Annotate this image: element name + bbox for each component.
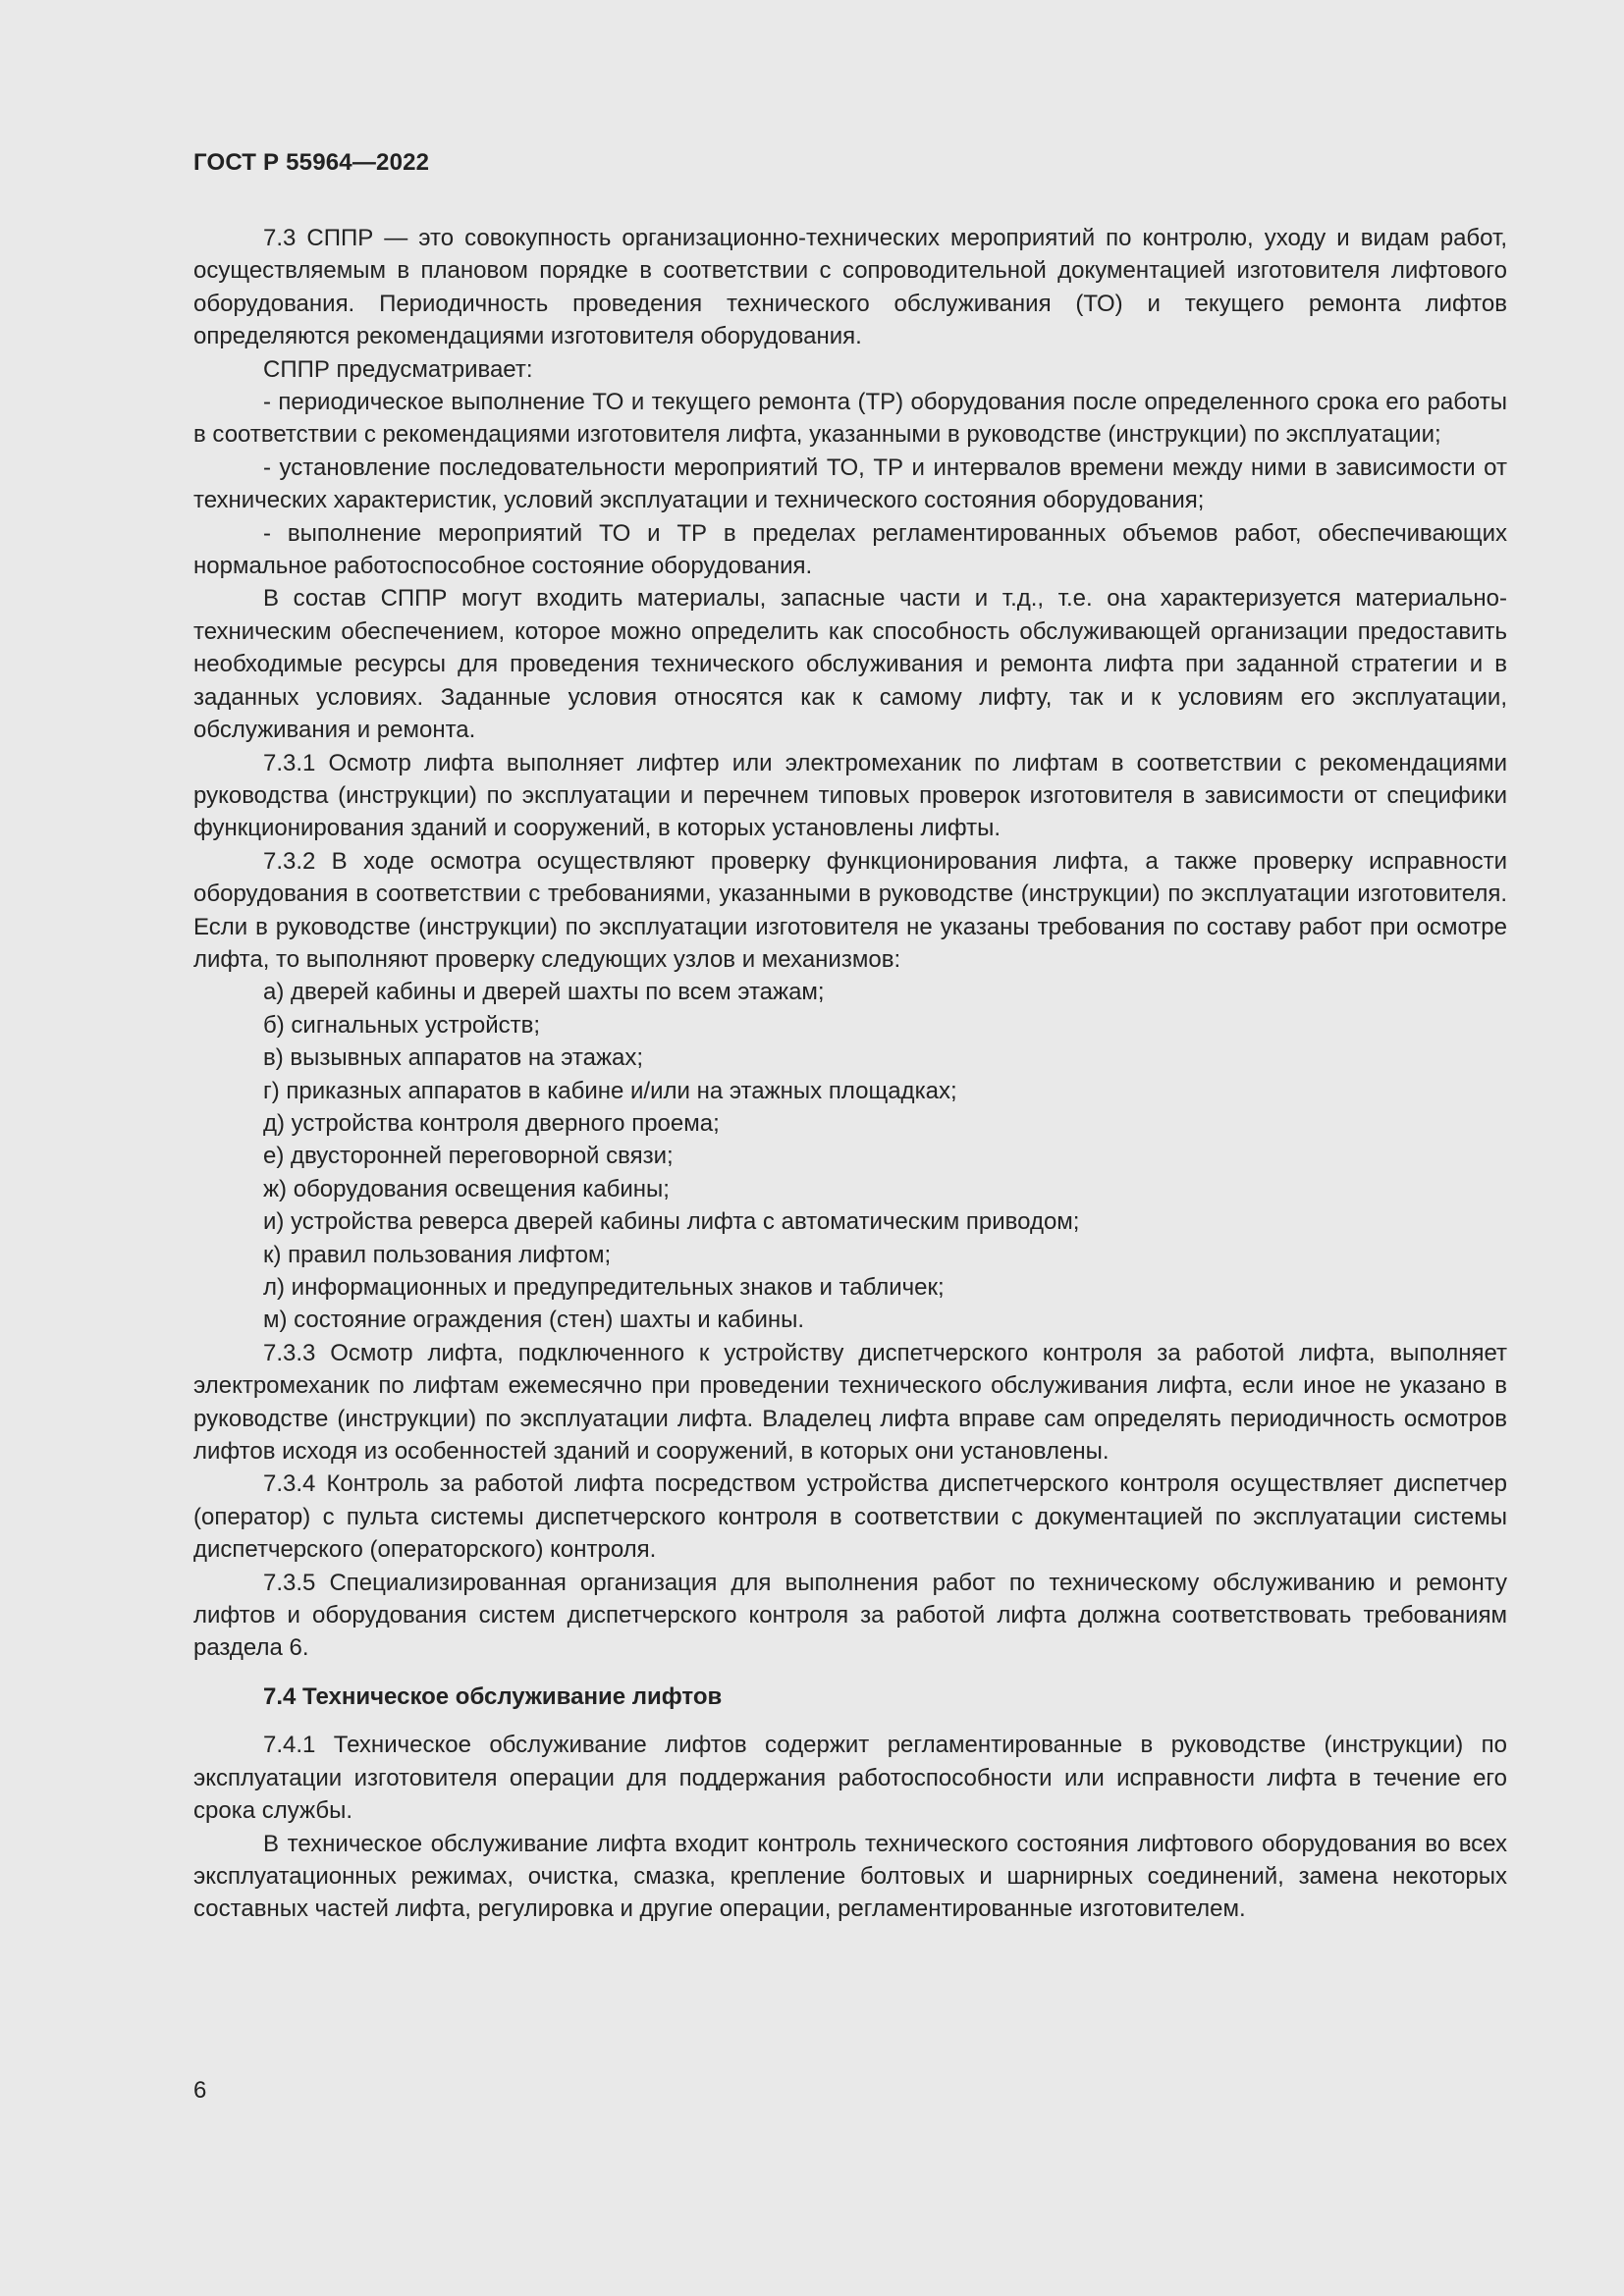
list-item: д) устройства контроля дверного проема; — [263, 1109, 720, 1137]
paragraph-7-3-3: 7.3.3 Осмотр лифта, подключенного к устройству диспетчерского контроля за работой лифта, выполняет электромеханик по лифтам ежемесячно при проведении технического обслуживания лифта, если иное не указано в руководстве (инструкции) по эксплуатации лифта. Владелец лифта вправе сам определять периодичность осмотров лифтов исходя из особенностей зданий и сооружений, в которых они установлены. — [193, 1339, 1507, 1466]
paragraph-7-3-4: 7.3.4 Контроль за работой лифта посредством устройства диспетчерского контроля осуществляет диспетчер (оператор) с пульта системы диспетчерского контроля в соответствии с документацией по эксплуатации системы диспетчерского (операторского) контроля. — [193, 1470, 1507, 1564]
list-item: в) вызывных аппаратов на этажах; — [263, 1044, 644, 1072]
document-body — [193, 222, 1507, 1926]
paragraph-7-3-2: 7.3.2 В ходе осмотра осуществляют проверку функционирования лифта, а также проверку исправности оборудования в соответствии с требованиями, указанными в руководстве (инструкции) по эксплуатации изготовителя. Если в руководстве (инструкции) по эксплуатации изготовителя не указаны требования по составу работ при осмотре лифта, то выполняют проверку следующих узлов и механизмов: — [193, 847, 1507, 973]
paragraph-sppr-composition: В состав СППР могут входить материалы, запасные части и т.д., т.е. она характеризуется материально-техническим обеспечением, которое можно определить как способность обслуживающей организации предоставить необходимые ресурсы для проведения технического обслуживания и ремонта лифта при заданной стратегии и в заданных условиях. Заданные условия относятся как к самому лифту, так и к условиям его эксплуатации, обслуживания и ремонта. — [193, 585, 1507, 744]
paragraph-7-3-1: 7.3.1 Осмотр лифта выполняет лифтер или электромеханик по лифтам в соответствии с рекомендациями руководства (инструкции) по эксплуатации и перечнем типовых проверок изготовителя в зависимости от специфики функционирования зданий и сооружений, в которых установлены лифты. — [193, 749, 1507, 842]
page-number: 6 — [193, 2077, 207, 2104]
list-item: и) устройства реверса дверей кабины лифта с автоматическим приводом; — [263, 1208, 1080, 1236]
list-item: л) информационных и предупредительных знаков и табличек; — [263, 1274, 945, 1301]
list-item: к) правил пользования лифтом; — [263, 1241, 612, 1268]
bullet-regulated-volumes: - выполнение мероприятий ТО и ТР в пределах регламентированных объемов работ, обеспечивающих нормальное работоспособное состояние оборудования. — [193, 519, 1507, 580]
paragraph-7-3: 7.3 СППР — это совокупность организационно-технических мероприятий по контролю, уходу и видам работ, осуществляемым в плановом порядке в соответствии с сопроводительной документацией изготовителя лифтового оборудования. Периодичность проведения технического обслуживания (ТО) и текущего ремонта лифтов определяются рекомендациями изготовителя оборудования. — [193, 225, 1507, 350]
list-item: а) дверей кабины и дверей шахты по всем этажам; — [263, 979, 825, 1006]
list-item: м) состояние ограждения (стен) шахты и кабины. — [263, 1307, 805, 1334]
section-title-7-4: 7.4 Техническое обслуживание лифтов — [263, 1682, 723, 1710]
bullet-periodic-maintenance: - периодическое выполнение ТО и текущего ремонта (ТР) оборудования после определенного срока его работы в соответствии с рекомендациями изготовителя лифта, указанными в руководстве (инструкции) по эксплуатации; — [193, 389, 1507, 449]
list-item: ж) оборудования освещения кабины; — [263, 1175, 670, 1202]
document-header: ГОСТ Р 55964—2022 — [193, 149, 430, 176]
paragraph-7-3-5: 7.3.5 Специализированная организация для выполнения работ по техническому обслуживанию и ремонту лифтов и оборудования систем диспетчерского контроля за работой лифта должна соответствовать требованиям раздела 6. — [193, 1569, 1507, 1662]
paragraph-sppr-includes: СППР предусматривает: — [263, 355, 533, 383]
list-item: г) приказных аппаратов в кабине и/или на этажных площадках; — [263, 1077, 957, 1104]
bullet-sequence-intervals: - установление последовательности мероприятий ТО, ТР и интервалов времени между ними в зависимости от технических характеристик, условий эксплуатации и технического состояния оборудования; — [193, 454, 1507, 514]
paragraph-maintenance-content: В техническое обслуживание лифта входит контроль технического состояния лифтового оборудования во всех эксплуатационных режимах, очистка, смазка, крепление болтовых и шарнирных соединений, замена некоторых составных частей лифта, регулировка и другие операции, регламентированные изготовителем. — [193, 1830, 1507, 1923]
inspection-list — [193, 976, 1507, 1336]
list-item: б) сигнальных устройств; — [263, 1011, 541, 1039]
paragraph-7-4-1: 7.4.1 Техническое обслуживание лифтов содержит регламентированные в руководстве (инструкции) по эксплуатации изготовителя операции для поддержания работоспособности или исправности лифта в течение его срока службы. — [193, 1732, 1507, 1825]
list-item: е) двусторонней переговорной связи; — [263, 1143, 674, 1170]
